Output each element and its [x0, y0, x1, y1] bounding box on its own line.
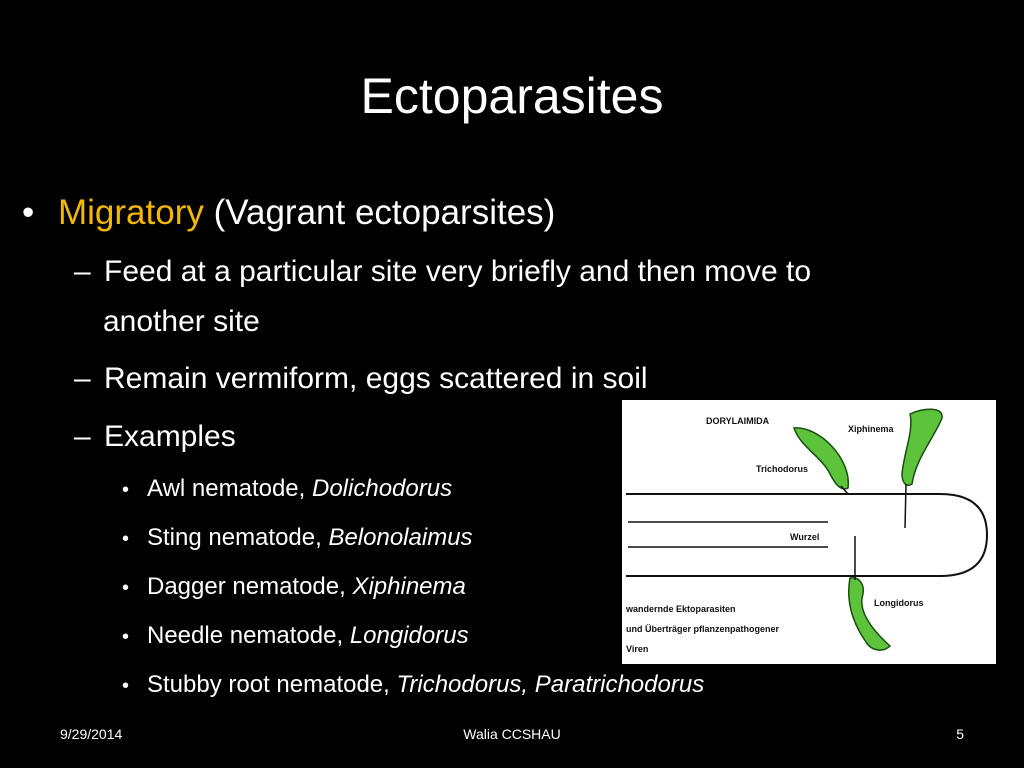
example-genus: Belonolaimus: [328, 524, 473, 551]
xiphinema-nematode-shape: [902, 409, 942, 485]
example-item: [122, 567, 466, 608]
example-genus: Trichodorus, Paratrichodorus: [396, 671, 705, 698]
example-common-name: Dagger nematode,: [147, 573, 353, 600]
trichodorus-nematode-shape: [794, 428, 848, 489]
label-trichodorus: Trichodorus: [756, 464, 809, 474]
sub-item-text: Feed at a particular site very briefly and then move to: [104, 255, 812, 288]
label-longidorus: Longidorus: [874, 598, 924, 608]
dash-icon: –: [74, 362, 91, 395]
example-common-name: Needle nematode,: [147, 622, 350, 649]
bullet-migratory: [22, 188, 555, 238]
migratory-highlight: Migratory: [58, 193, 204, 232]
bullet-dot-icon: •: [122, 626, 130, 648]
bullet-dot-icon: •: [122, 479, 130, 501]
example-genus: Xiphinema: [352, 573, 466, 600]
slide-title: Ectoparasites: [360, 68, 664, 124]
sub-item-feed-continued: another site: [103, 305, 260, 338]
dash-icon: –: [74, 255, 91, 288]
sub-item-remain: [74, 355, 648, 403]
sub-item-examples: [74, 413, 236, 461]
example-common-name: Awl nematode,: [147, 475, 312, 502]
example-item: [122, 616, 469, 657]
example-item: [122, 518, 473, 559]
example-item: [122, 469, 452, 510]
label-dorylaimida: DORYLAIMIDA: [706, 416, 770, 426]
page-number: 5: [956, 726, 964, 742]
bullet-dot-icon: •: [122, 675, 130, 697]
example-genus: Dolichodorus: [312, 475, 453, 502]
footer-date: 9/29/2014: [60, 726, 123, 742]
example-common-name: Stubby root nematode,: [147, 671, 397, 698]
bullet-rest-text: (Vagrant ectoparsites): [203, 193, 556, 232]
label-xiphinema: Xiphinema: [848, 424, 894, 434]
stylet-line: [905, 484, 906, 528]
sub-item-text: Examples: [104, 420, 236, 453]
caption-line-3: Viren: [626, 644, 649, 654]
footer-author: Walia CCSHAU: [463, 726, 561, 742]
bullet-dot-icon: •: [22, 193, 35, 232]
longidorus-nematode-shape: [849, 578, 890, 650]
example-genus: Longidorus: [349, 622, 469, 649]
sub-item-text: Remain vermiform, eggs scattered in soil: [104, 362, 648, 395]
example-common-name: Sting nematode,: [147, 524, 329, 551]
caption-line-2: und Überträger pflanzenpathogener: [626, 624, 780, 634]
example-item: [122, 665, 704, 706]
bullet-dot-icon: •: [122, 577, 130, 599]
caption-line-1: wandernde Ektoparasiten: [626, 604, 736, 614]
dash-icon: –: [74, 420, 91, 453]
bullet-dot-icon: •: [122, 528, 130, 550]
label-wurzel: Wurzel: [790, 532, 820, 542]
ectoparasite-diagram: [622, 400, 996, 664]
sub-item-feed: [74, 248, 811, 296]
